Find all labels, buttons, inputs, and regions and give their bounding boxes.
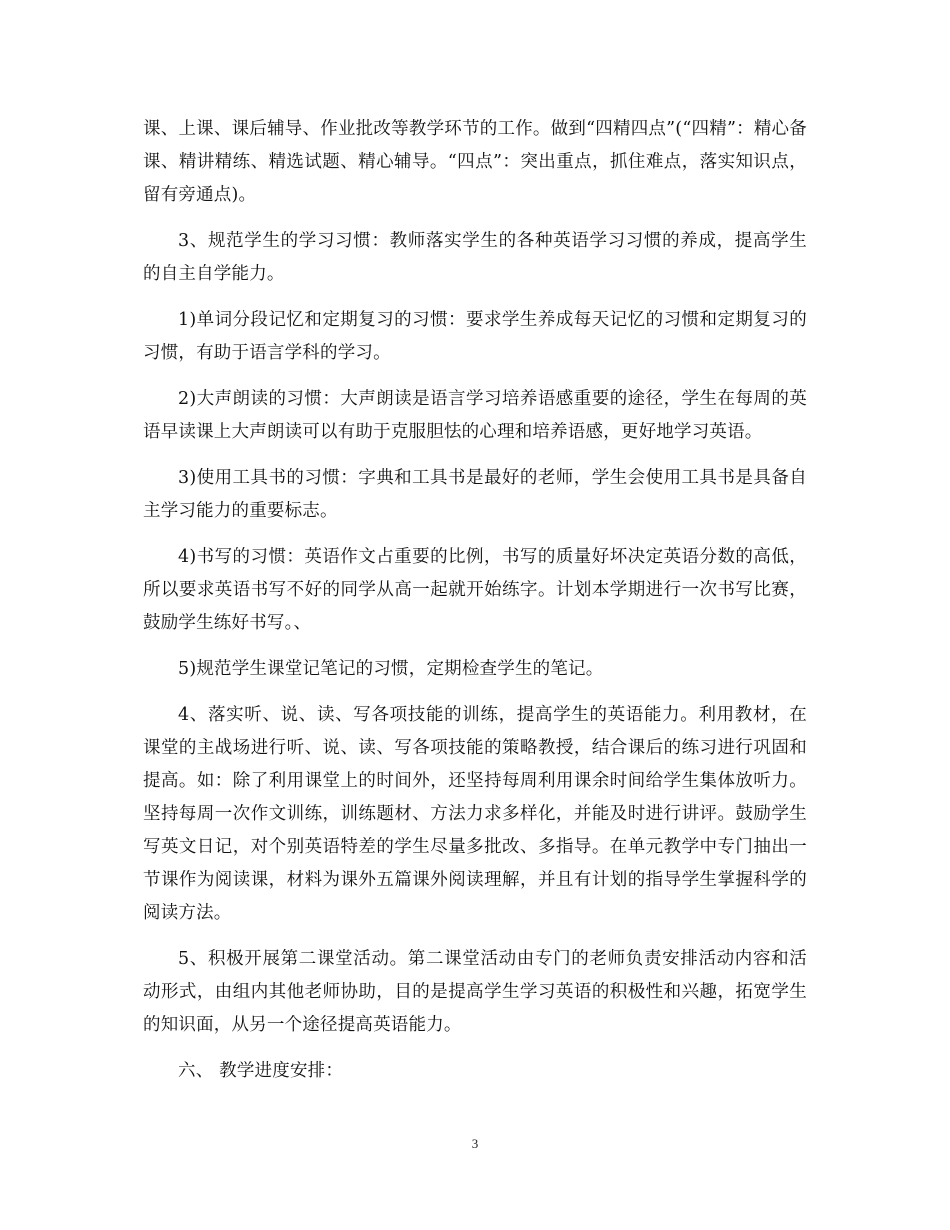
paragraph-study-habits: 3、规范学生的学习习惯：教师落实学生的各种英语学习习惯的养成，提高学生的自主自学能力。 <box>143 231 807 284</box>
paragraph-note-taking-habit: 5)规范学生课堂记笔记的习惯，定期检查学生的笔记。 <box>178 659 604 679</box>
paragraph-lesson-stages: 课、上课、课后辅导、作业批改等教学环节的工作。做到“四精四点”(“四精”：精心备课、精讲精练、精选试题、精心辅导。“四点”：突出重点，抓住难点，落实知识点，留有旁通点)。 <box>143 119 807 205</box>
section-heading-teaching-schedule: 六、 教学进度安排： <box>178 1061 344 1081</box>
paragraph-second-classroom: 5、积极开展第二课堂活动。第二课堂活动由专门的老师负责安排活动内容和活动形式，由组内其他老师协助，目的是提高学生学习英语的积极性和兴趣，拓宽学生的知识面，从另一个途径提高英语能力。 <box>143 949 807 1035</box>
page-number: 3 <box>471 1136 479 1151</box>
document-body <box>143 113 807 1101</box>
paragraph-skills-training: 4、落实听、说、读、写各项技能的训练，提高学生的英语能力。利用教材，在课堂的主战场进行听、说、读、写各项技能的策略教授，结合课后的练习进行巩固和提高。如：除了利用课堂上的时间外，还坚持每周利用课余时间给学生集体放听力。坚持每周一次作文训练，训练题材、方法力求多样化，并能及时进行讲评。鼓励学生写英文日记，对个别英语特差的学生尽量多批改、多指导。在单元教学中专门抽出一节课作为阅读课，材料为课外五篇课外阅读理解，并且有计划的指导学生掌握科学的阅读方法。 <box>143 705 807 923</box>
paragraph-reference-book-habit: 3)使用工具书的习惯：字典和工具书是最好的老师，学生会使用工具书是具备自主学习能力的重要标志。 <box>143 468 807 521</box>
paragraph-reading-aloud-habit: 2)大声朗读的习惯：大声朗读是语言学习培养语感重要的途径，学生在每周的英语早读课上大声朗读可以有助于克服胆怯的心理和培养语感，更好地学习英语。 <box>143 389 807 442</box>
paragraph-writing-habit: 4)书写的习惯：英语作文占重要的比例，书写的质量好坏决定英语分数的高低，所以要求英语书写不好的同学从高一起就开始练字。计划本学期进行一次书写比赛，鼓励学生练好书写。、 <box>143 547 807 633</box>
paragraph-vocabulary-habit: 1)单词分段记忆和定期复习的习惯：要求学生养成每天记忆的习惯和定期复习的习惯，有助于语言学科的学习。 <box>143 310 807 363</box>
